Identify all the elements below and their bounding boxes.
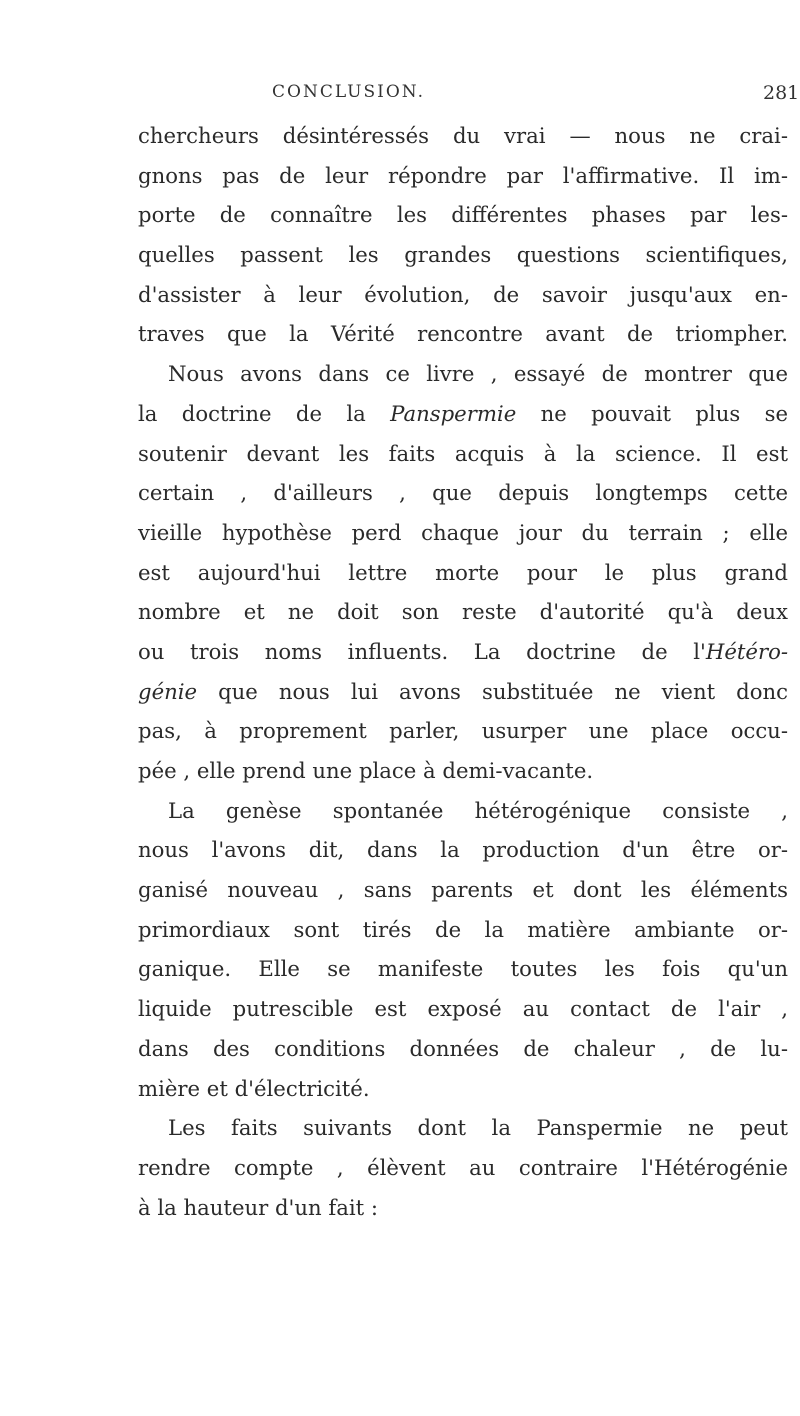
text-segment: est aujourd'hui lettre morte pour le plus grand [138, 559, 788, 585]
text-segment: à la hauteur d'un fait : [138, 1194, 379, 1220]
text-line [138, 672, 788, 712]
text-line [138, 394, 788, 434]
page-number: 281 [763, 82, 800, 104]
text-line [138, 989, 788, 1029]
text-line [138, 275, 788, 315]
text-segment: certain , d'ailleurs , que depuis longtemps cette [138, 480, 788, 506]
text-segment: vieille hypothèse perd chaque jour du terrain ; elle [138, 519, 788, 545]
text-segment: primordiaux sont tirés de la matière ambiante or- [138, 916, 788, 942]
text-segment: La genèse spontanée hétérogénique consiste , [168, 797, 788, 823]
text-segment: la doctrine de la [138, 400, 391, 426]
text-line [138, 116, 788, 156]
running-title: CONCLUSION. [272, 82, 426, 102]
text-line [138, 711, 788, 751]
text-segment: nous l'avons dit, dans la production d'un être or- [138, 837, 788, 863]
text-segment: Les faits suivants dont la Panspermie ne peut [168, 1115, 788, 1141]
text-segment: ou trois noms influents. La doctrine de l' [138, 638, 706, 664]
text-line [138, 870, 788, 910]
text-line [138, 1029, 788, 1069]
text-segment: porte de connaître les différentes phases par les- [138, 202, 788, 228]
text-line [138, 632, 788, 672]
italic-term: Hétéro- [705, 638, 788, 664]
text-line [138, 751, 788, 791]
text-line [138, 235, 788, 275]
text-line [138, 949, 788, 989]
text-line [138, 1188, 788, 1228]
text-line [138, 473, 788, 513]
text-line [138, 791, 788, 831]
text-line [138, 156, 788, 196]
text-segment: mière et d'électricité. [138, 1075, 370, 1101]
text-segment: gnons pas de leur répondre par l'affirmative. Il im- [138, 162, 788, 188]
text-segment: chercheurs désintéressés du vrai — nous ne crai- [138, 123, 788, 148]
body-text [138, 116, 788, 1227]
text-segment: soutenir devant les faits acquis à la science. Il est [138, 440, 788, 466]
text-line [138, 1108, 788, 1148]
text-segment: rendre compte , élèvent au contraire l'Hétérogénie [138, 1154, 788, 1180]
text-segment: Nous avons dans ce livre , essayé de montrer que [168, 361, 788, 387]
text-segment: que nous lui avons substituée ne vient donc [197, 678, 788, 704]
text-line [138, 354, 788, 394]
text-segment: pée , elle prend une place à demi-vacante. [138, 758, 594, 783]
text-segment: traves que la Vérité rencontre avant de triompher. [138, 321, 788, 347]
text-line [138, 195, 788, 235]
text-line [138, 1148, 788, 1188]
text-segment: nombre et ne doit son reste d'autorité qu'à deux [138, 599, 788, 625]
text-line [138, 592, 788, 632]
text-segment: d'assister à leur évolution, de savoir jusqu'aux en- [138, 281, 788, 307]
text-segment: pas, à proprement parler, usurper une place occu- [138, 718, 788, 744]
text-segment: ne pouvait plus se [516, 400, 788, 426]
text-line [138, 1069, 788, 1109]
text-segment: liquide putrescible est exposé au contact de l'air , [138, 996, 788, 1022]
italic-term: Panspermie [390, 400, 517, 426]
italic-term: génie [138, 678, 198, 704]
text-line [138, 830, 788, 870]
text-line [138, 513, 788, 553]
text-line [138, 314, 788, 354]
text-line [138, 910, 788, 950]
running-head [0, 82, 800, 106]
text-segment: ganisé nouveau , sans parents et dont les éléments [138, 877, 788, 903]
text-segment: ganique. Elle se manifeste toutes les fois qu'un [138, 956, 788, 982]
text-segment: quelles passent les grandes questions scientifiques, [138, 242, 788, 268]
text-segment: dans des conditions données de chaleur , de lu- [138, 1035, 788, 1061]
text-line [138, 553, 788, 593]
text-line [138, 434, 788, 474]
